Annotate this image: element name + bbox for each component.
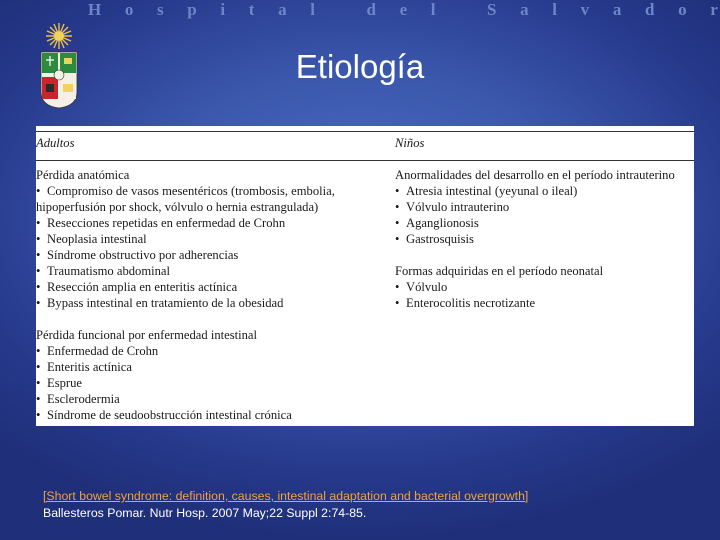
list-item: [36, 407, 335, 423]
list-item-text: Aganglionosis: [406, 216, 479, 230]
slide-title: Etiología: [295, 48, 425, 85]
bullet-icon: •: [395, 184, 400, 198]
list-item-text: Resecciones repetidas en enfermedad de Crohn: [47, 216, 286, 230]
bullet-icon: •: [36, 408, 41, 422]
header-letter: [459, 0, 463, 20]
header-letter: t: [248, 0, 255, 19]
list-item: [36, 375, 335, 391]
spacer: [36, 311, 335, 327]
column-header-adults: Adultos: [36, 136, 75, 150]
bullet-icon: •: [36, 280, 41, 294]
list-item-text: Atresia intestinal (yeyunal o ileal): [406, 184, 578, 198]
bullet-icon: •: [36, 392, 41, 406]
bullet-icon: •: [36, 296, 41, 310]
bullet-icon: •: [395, 200, 400, 214]
list-item: [36, 343, 335, 359]
list-item-text: Síndrome de seudoobstrucción intestinal crónica: [47, 408, 292, 422]
list-item-text: Resección amplia en enteritis actínica: [47, 280, 238, 294]
section-heading: Pérdida anatómica: [36, 168, 130, 182]
table-header-rule: [36, 160, 694, 161]
bullet-icon: •: [36, 216, 41, 230]
list-item: [395, 215, 675, 231]
hospital-header: [88, 0, 718, 20]
adults-column: [36, 167, 335, 423]
list-item-text: Neoplasia intestinal: [47, 232, 147, 246]
reference-link[interactable]: [Short bowel syndrome: definition, causes, intestinal adaptation and bacterial overgrowth]: [43, 489, 529, 503]
etiology-table: [36, 126, 694, 426]
bullet-icon: •: [395, 232, 400, 246]
section-heading: Formas adquiridas en el período neonatal: [395, 264, 604, 278]
list-item-text: Gastrosquisis: [406, 232, 474, 246]
list-item-text: Vólvulo: [406, 280, 448, 294]
list-item: [395, 295, 675, 311]
list-item-text: Enfermedad de Crohn: [47, 344, 159, 358]
bullet-icon: •: [36, 232, 41, 246]
column-header-children: Niños: [395, 136, 425, 150]
bullet-icon: •: [36, 184, 41, 198]
list-item-text: Compromiso de vasos mesentéricos (trombosis, embolia,: [47, 184, 335, 198]
header-letter: l: [430, 0, 436, 19]
section-heading: Anormalidades del desarrollo en el período intrauterino: [395, 168, 675, 182]
header-letter: l: [310, 0, 315, 19]
header-letter: d: [366, 0, 376, 19]
list-item: [36, 247, 335, 263]
spacer: [395, 247, 675, 263]
bullet-icon: •: [36, 360, 41, 374]
list-item: [36, 295, 335, 311]
header-letter: a: [612, 0, 622, 19]
bullet-icon: •: [395, 296, 400, 310]
list-item-text: Síndrome obstructivo por adherencias: [47, 248, 239, 262]
bullet-icon: •: [395, 280, 400, 294]
list-item: [36, 263, 335, 279]
bullet-icon: •: [395, 216, 400, 230]
list-item: [395, 199, 675, 215]
header-letter: d: [644, 0, 655, 19]
bullet-icon: •: [36, 264, 41, 278]
list-item: [395, 183, 675, 199]
list-item: [395, 279, 675, 295]
children-column: [395, 167, 675, 311]
list-item: [395, 231, 675, 247]
bullet-icon: •: [36, 344, 41, 358]
reference-citation: Ballesteros Pomar. Nutr Hosp. 2007 May;22 Suppl 2:74-85.: [43, 506, 367, 520]
header-letter: a: [520, 0, 529, 19]
header-letter: r: [710, 0, 718, 19]
list-item: [36, 183, 335, 199]
header-letter: l: [552, 0, 558, 19]
header-letter: e: [399, 0, 408, 19]
list-item: [36, 231, 335, 247]
bullet-icon: •: [36, 248, 41, 262]
list-item: [36, 391, 335, 407]
header-letter: [339, 0, 343, 20]
list-item-text: Enteritis actínica: [47, 360, 132, 374]
list-item: [36, 359, 335, 375]
list-item: [36, 279, 335, 295]
list-item-text: Vólvulo intrauterino: [406, 200, 510, 214]
header-letter: S: [487, 0, 497, 19]
header-letter: a: [278, 0, 287, 19]
list-item: [36, 215, 335, 231]
list-item-text: Traumatismo abdominal: [47, 264, 171, 278]
header-letter: v: [580, 0, 590, 19]
list-item-text: Enterocolitis necrotizante: [406, 296, 536, 310]
header-letter: p: [187, 0, 197, 19]
table-top-rule: [36, 131, 694, 132]
header-letter: s: [157, 0, 164, 19]
list-item-continuation: hipoperfusión por shock, vólvulo o hernia estrangulada): [36, 200, 319, 214]
section-heading: Pérdida funcional por enfermedad intestinal: [36, 328, 258, 342]
list-item-text: Esprue: [47, 376, 82, 390]
bullet-icon: •: [36, 376, 41, 390]
header-letter: o: [678, 0, 687, 19]
list-item-text: Bypass intestinal en tratamiento de la obesidad: [47, 296, 284, 310]
header-letter: i: [220, 0, 226, 19]
list-item-text: Esclerodermia: [47, 392, 120, 406]
header-letter: o: [124, 0, 134, 19]
header-letter: H: [88, 0, 102, 19]
